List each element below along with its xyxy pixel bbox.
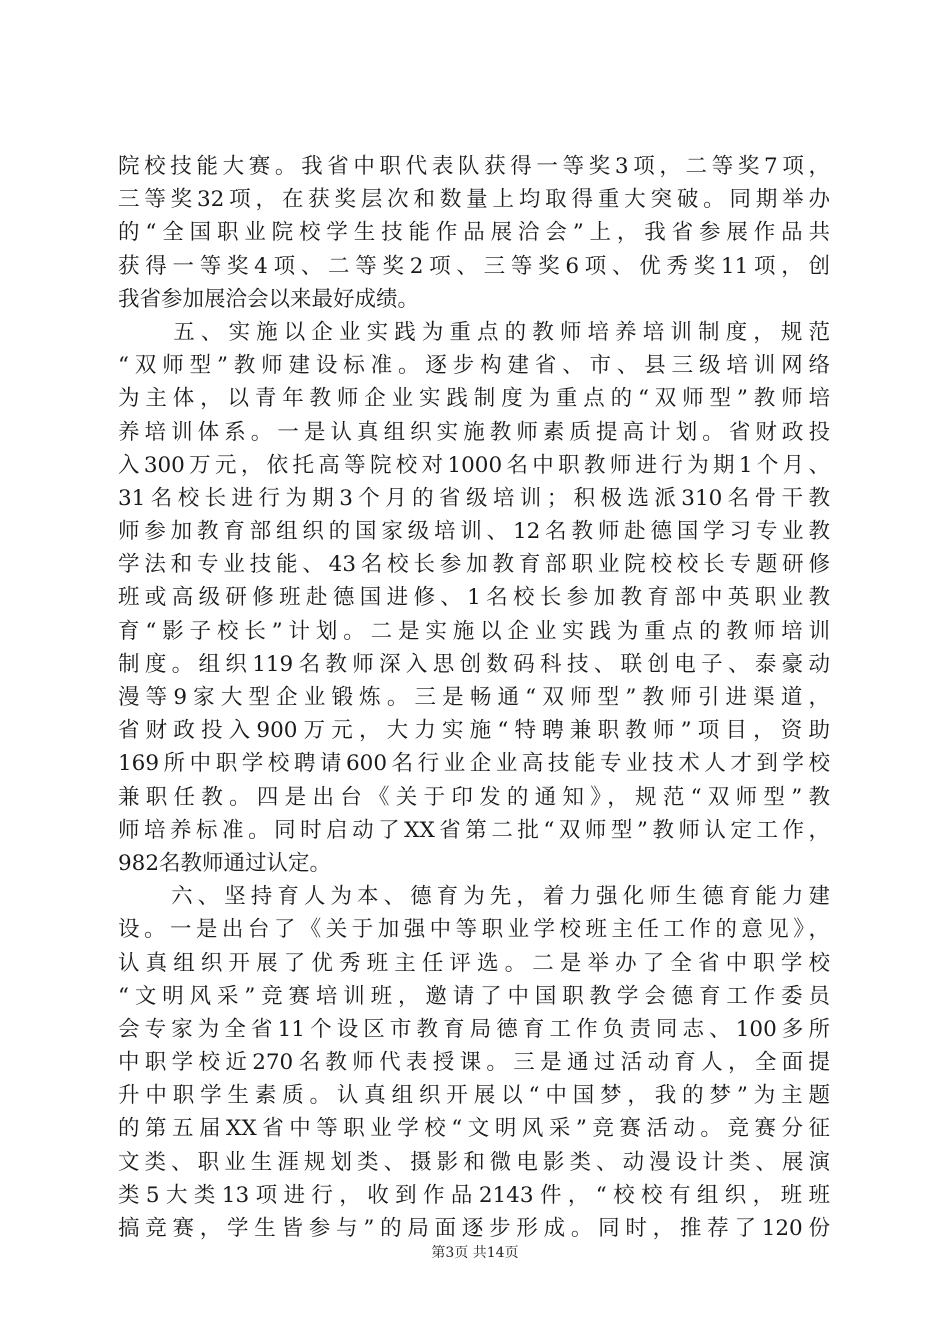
text-line: 兼职任教。四是出台《关于印发的通知》，规范“双师型”教	[118, 784, 830, 810]
text-line: 漫等9家大型企业锻炼。三是畅通“双师型”教师引进渠道，	[118, 685, 830, 710]
text-line: 入300万元，依托高等院校对1000名中职教师进行为期1个月、	[118, 452, 830, 478]
page-footer: 第3页 共14页	[431, 1245, 519, 1261]
text-line: 的“全国职业院校学生技能作品展洽会”上，我省参展作品共	[118, 220, 830, 246]
text-line: “文明风采”竞赛培训班，邀请了中国职教学会德育工作委员	[118, 983, 830, 1009]
text-line: 六、坚持育人为本、德育为先，着力强化师生德育能力建	[118, 884, 830, 910]
text-line: 中职学校近270名教师代表授课。三是通过活动育人，全面提	[118, 1050, 830, 1076]
text-line: 为主体，以青年教师企业实践制度为重点的“双师型”教师培	[118, 386, 830, 412]
text-line: 获得一等奖4项、二等奖2项、三等奖6项、优秀奖11项，创	[118, 253, 830, 279]
text-line: 师培养标准。同时启动了XX省第二批“双师型”教师认定工作，	[118, 817, 830, 843]
text-line: 认真组织开展了优秀班主任评选。二是举办了全省中职学校	[118, 950, 830, 976]
text-line: 院校技能大赛。我省中职代表队获得一等奖3项，二等奖7项，	[118, 154, 830, 179]
text-line: 制度。组织119名教师深入思创数码科技、联创电子、泰豪动	[118, 651, 830, 677]
text-line: 班或高级研修班赴德国进修、1名校长参加教育部中英职业教	[118, 585, 830, 611]
text-line: 会专家为全省11个设区市教育局德育工作负责同志、100多所	[118, 1016, 830, 1042]
text-line: 31名校长进行为期3个月的省级培训；积极选派310名骨干教	[118, 485, 830, 511]
text-line: 升中职学生素质。认真组织开展以“中国梦，我的梦”为主题	[118, 1083, 830, 1109]
text-line: 文类、职业生涯规划类、摄影和微电影类、动漫设计类、展演	[118, 1149, 830, 1175]
text-line: 育“影子校长”计划。二是实施以企业实践为重点的教师培训	[118, 618, 830, 644]
text-line: 搞竞赛，学生皆参与”的局面逐步形成。同时，推荐了120份	[118, 1216, 830, 1241]
text-line: “双师型”教师建设标准。逐步构建省、市、县三级培训网络	[118, 353, 830, 379]
text-line: 师参加教育部组织的国家级培训、12名教师赴德国学习专业教	[118, 519, 830, 545]
text-line: 982名教师通过认定。	[118, 850, 332, 876]
text-line: 三等奖32项，在获奖层次和数量上均取得重大突破。同期举办	[118, 187, 830, 213]
text-line: 学法和专业技能、43名校长参加教育部职业院校校长专题研修	[118, 552, 830, 578]
body-text	[118, 150, 830, 1245]
text-line: 设。一是出台了《关于加强中等职业学校班主任工作的意见》，	[118, 917, 830, 943]
text-line: 类5大类13项进行，收到作品2143件，“校校有组织，班班	[118, 1182, 830, 1208]
text-line: 五、实施以企业实践为重点的教师培养培训制度，规范	[118, 319, 830, 345]
text-line: 省财政投入900万元，大力实施“特聘兼职教师”项目，资助	[118, 718, 830, 744]
text-line: 我省参加展洽会以来最好成绩。	[118, 286, 420, 312]
text-line: 169所中职学校聘请600名行业企业高技能专业技术人才到学校	[118, 751, 830, 777]
text-line: 养培训体系。一是认真组织实施教师素质提高计划。省财政投	[118, 419, 830, 445]
text-line: 的第五届XX省中等职业学校“文明风采”竞赛活动。竞赛分征	[118, 1116, 830, 1142]
